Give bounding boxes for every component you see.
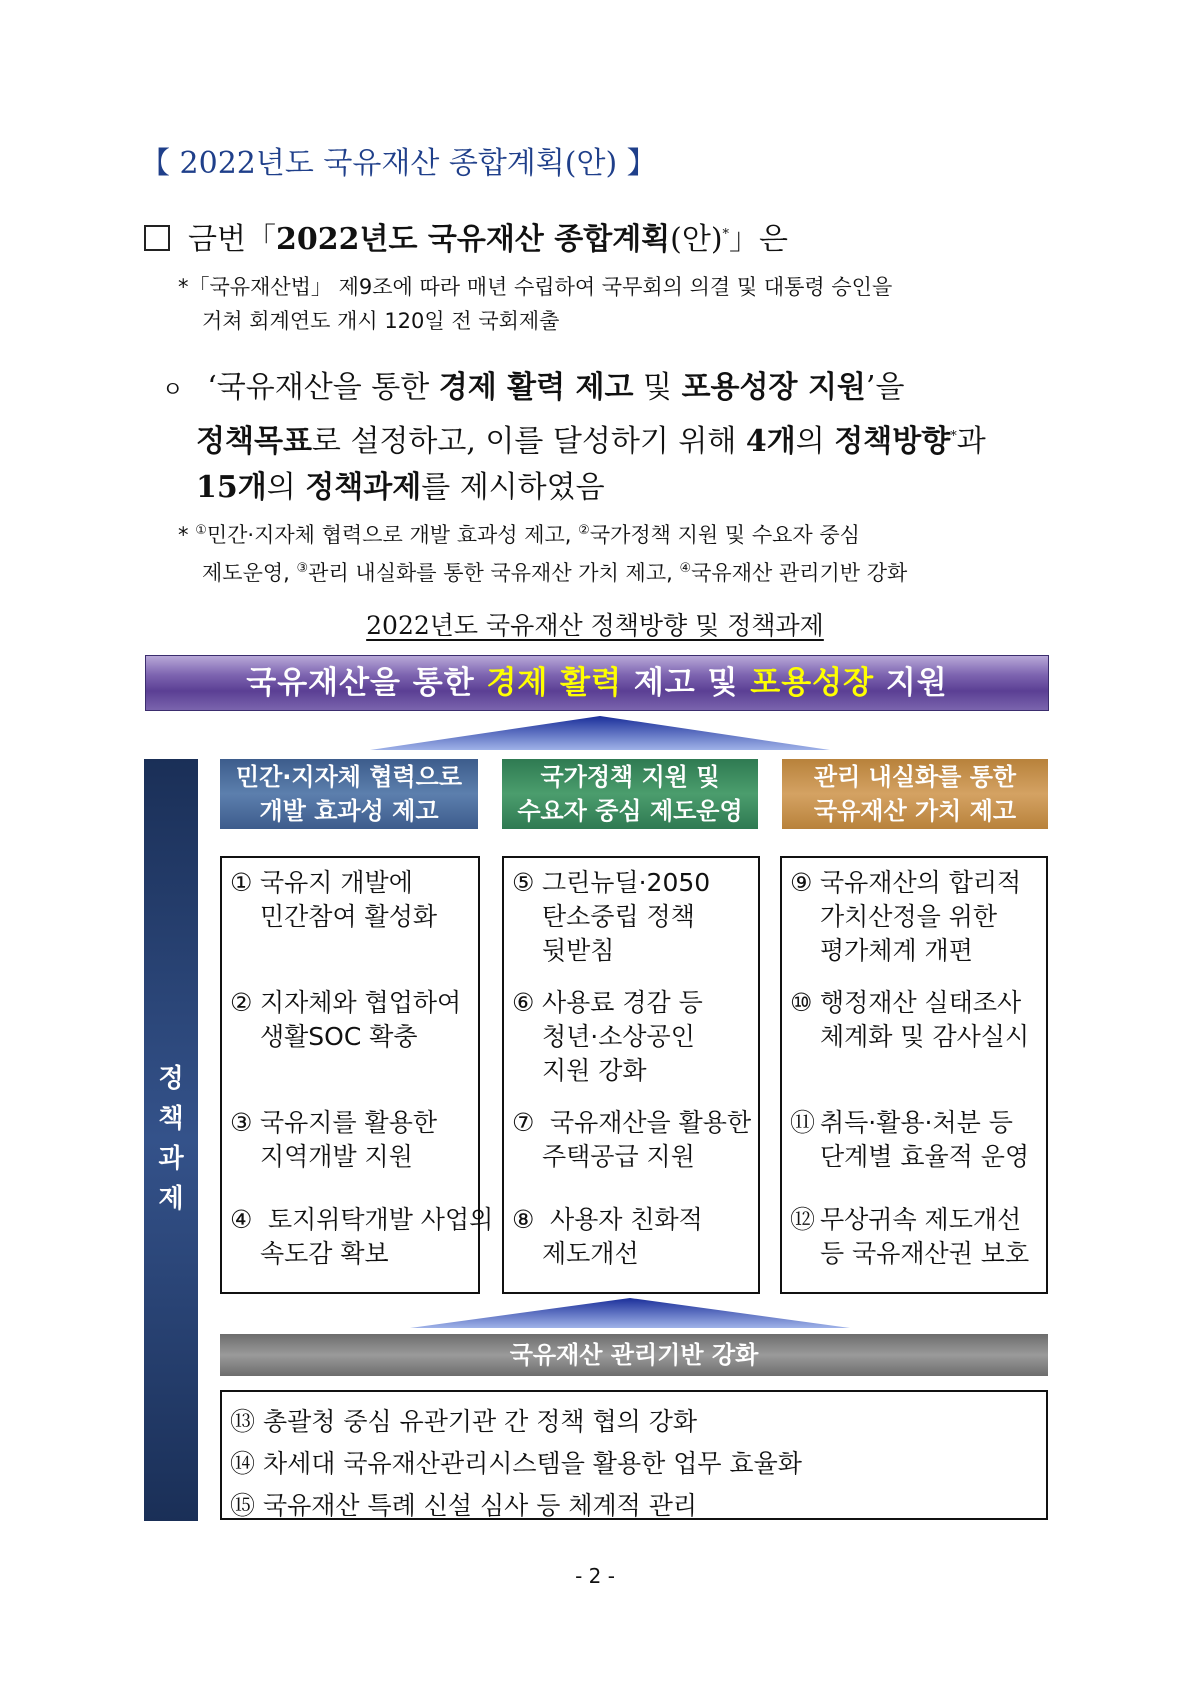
main-bullet: [162, 365, 986, 511]
bullet-bold: 15개: [196, 470, 267, 505]
square-bullet-icon: [144, 225, 170, 251]
footnote-2-line1: [178, 514, 907, 552]
footnote-text: 민간·지자체 협력으로 개발 효과성 제고,: [206, 523, 579, 547]
task-item-7: [512, 1106, 751, 1174]
task-number: ⑧: [512, 1205, 535, 1234]
circled-num: ②: [578, 523, 590, 538]
task-line: 제도개선: [542, 1239, 639, 1268]
up-arrow-icon: [370, 716, 830, 750]
intro-end: 」은: [729, 222, 789, 257]
task-line: 지원 강화: [542, 1056, 647, 1085]
page-title: 【 2022년도 국유재산 종합계획(안) 】: [140, 146, 657, 181]
side-label-char: 과: [158, 1144, 184, 1174]
direction-3-header: [782, 759, 1048, 829]
task-line: 주택공급 지원: [542, 1142, 695, 1171]
task-line: 탄소중립 정책: [542, 902, 695, 931]
task-item-13: ⑬ 총괄청 중심 유관기관 간 정책 협의 강화: [230, 1407, 698, 1436]
task-item-10: [790, 986, 1029, 1054]
direction-line: 수요자 중심 제도운영: [517, 797, 743, 825]
task-line: 단계별 효율적 운영: [820, 1142, 1030, 1171]
task-line: 생활SOC 확충: [260, 1022, 418, 1051]
circled-num: ③: [296, 561, 309, 576]
bullet-line-1: [162, 365, 986, 414]
task-number: ⑨: [790, 868, 813, 897]
direction-line: 개발 효과성 제고: [259, 797, 439, 825]
diagram-title: [0, 606, 1190, 642]
task-item-2: [230, 986, 461, 1054]
task-line: 뒷받침: [542, 936, 615, 965]
task-item-5: [512, 866, 710, 968]
intro-bold: 2022년도 국유재산 종합계획: [275, 222, 671, 257]
task-item-3: [230, 1106, 437, 1174]
bullet-bold: 포용성장 지원: [681, 370, 866, 405]
bullet-text: 로 설정하고, 이를 달성하기 위해: [311, 424, 746, 459]
bullet-text: ‘국유재산을 통한: [207, 370, 439, 405]
footnote-star: *: [178, 523, 189, 547]
footnote-text: 관리 내실화를 통한 국유재산 가치 제고,: [308, 561, 680, 585]
intro-line: [144, 214, 788, 258]
task-number: ④: [230, 1205, 253, 1234]
bullet-text: 를 제시하였음: [421, 470, 605, 505]
task-number: ①: [230, 868, 253, 897]
footnote-1: [178, 270, 892, 338]
footnote-1-line1: *「국유재산법」 제9조에 따라 매년 수립하여 국무회의 의결 및 대통령 승인을: [178, 275, 893, 299]
footnote-2: [178, 514, 907, 590]
bullet-bold: 정책방향: [834, 424, 951, 459]
direction-2-header: [502, 759, 758, 829]
task-line: 등 국유재산권 보호: [820, 1239, 1030, 1268]
task-item-6: [512, 986, 703, 1088]
task-item-9: [790, 866, 1021, 968]
task-line: 가치산정을 위한: [820, 902, 997, 931]
task-column-2: [502, 856, 760, 1294]
task-line: 국유지 개발에: [260, 868, 413, 897]
task-column-1: [220, 856, 494, 1294]
task-line: 토지위탁개발 사업의: [260, 1205, 494, 1234]
task-item-4: [230, 1203, 493, 1271]
task-line: 평가체계 개편: [820, 936, 973, 965]
side-label-char: 제: [158, 1184, 184, 1214]
goal-highlight: 경제 활력: [486, 665, 623, 701]
footnote-1-line2: 거쳐 회계연도 개시 120일 전 국회제출: [202, 309, 560, 333]
task-item-12: [790, 1203, 1029, 1271]
bullet-bold: 경제 활력 제고: [438, 370, 634, 405]
policy-task-side-label: [144, 759, 198, 1521]
task-number: ③: [230, 1108, 253, 1137]
bullet-text: 의: [266, 470, 306, 505]
task-line: 속도감 확보: [260, 1239, 389, 1268]
intro-prefix: 금번「: [188, 222, 276, 257]
intro-star: *: [722, 227, 730, 242]
task-line: 민간참여 활성화: [260, 902, 437, 931]
side-label-text: [144, 1059, 198, 1219]
task-number: ⑩: [790, 988, 813, 1017]
task-line: 국유재산의 합리적: [820, 868, 1022, 897]
circled-num: ④: [679, 561, 692, 576]
base-direction-header: 국유재산 관리기반 강화: [220, 1334, 1048, 1376]
goal-text: 국유재산을 통한: [246, 665, 487, 701]
bullet-bold: 4개: [745, 424, 796, 459]
task-number: ⑤: [512, 868, 535, 897]
task-line: 사용료 경감 등: [542, 988, 703, 1017]
circled-num: ①: [195, 523, 207, 538]
diagram-title-text: 2022년도 국유재산 정책방향 및 정책과제: [366, 611, 824, 640]
task-number: ⑦: [512, 1108, 535, 1137]
task-line: 취득·활용·처분 등: [820, 1108, 1013, 1137]
bullet-text: 의: [795, 424, 835, 459]
footnote-text: 국가정책 지원 및 수요자 중심: [589, 523, 860, 547]
task-line: 국유지를 활용한: [260, 1108, 437, 1137]
bullet-mark: ㅇ: [162, 378, 184, 403]
goal-highlight: 포용성장: [750, 665, 875, 701]
task-item-15: ⑮ 국유재산 특례 신설 심사 등 체계적 관리: [230, 1491, 698, 1520]
bullet-line-3: [162, 465, 986, 511]
bullet-bold: 정책과제: [305, 470, 422, 505]
footnote-text: 제도운영,: [202, 561, 297, 585]
task-item-11: [790, 1106, 1029, 1174]
task-line: 무상귀속 제도개선: [820, 1205, 1022, 1234]
footnote-text: 국유재산 관리기반 강화: [691, 561, 908, 585]
direction-line: 국가정책 지원 및: [540, 763, 720, 791]
task-number: ⑪: [790, 1108, 816, 1137]
base-task-box: [220, 1390, 1048, 1520]
direction-line: 민간·지자체 협력으로: [235, 763, 463, 791]
page-number: - 2 -: [575, 1564, 615, 1588]
task-item-8: [512, 1203, 703, 1271]
task-line: 국유재산을 활용한: [542, 1108, 752, 1137]
policy-goal-banner: [145, 655, 1049, 711]
task-line: 청년·소상공인: [542, 1022, 695, 1051]
task-line: 지역개발 지원: [260, 1142, 413, 1171]
footnote-2-line2: [178, 552, 907, 590]
direction-line: 관리 내실화를 통한: [813, 763, 1017, 791]
task-line: 행정재산 실태조사: [820, 988, 1022, 1017]
goal-text: 제고 및: [622, 665, 751, 701]
task-number: ⑥: [512, 988, 535, 1017]
task-column-3: [780, 856, 1048, 1294]
direction-line: 국유재산 가치 제고: [813, 797, 1017, 825]
bullet-star: *: [950, 429, 957, 444]
side-label-char: 정: [158, 1064, 184, 1094]
bullet-text: 과: [956, 424, 986, 459]
bullet-text: ’을: [865, 370, 905, 405]
intro-suffix: (안): [670, 222, 723, 257]
side-label-char: 책: [158, 1104, 184, 1134]
task-number: ②: [230, 988, 253, 1017]
goal-text: 지원: [874, 665, 948, 701]
direction-1-header: [220, 759, 478, 829]
task-line: 사용자 친화적: [542, 1205, 703, 1234]
task-item-14: ⑭ 차세대 국유재산관리시스템을 활용한 업무 효율화: [230, 1449, 802, 1478]
task-line: 지자체와 협업하여: [260, 988, 462, 1017]
task-line: 그린뉴딜·2050: [542, 868, 711, 897]
task-line: 체계화 및 감사실시: [820, 1022, 1030, 1051]
task-number: ⑫: [790, 1205, 816, 1234]
up-arrow-icon: [410, 1298, 850, 1328]
bullet-line-2: [162, 414, 986, 465]
bullet-bold: 정책목표: [196, 424, 312, 459]
bullet-text: 및: [633, 370, 682, 405]
task-item-1: [230, 866, 437, 934]
